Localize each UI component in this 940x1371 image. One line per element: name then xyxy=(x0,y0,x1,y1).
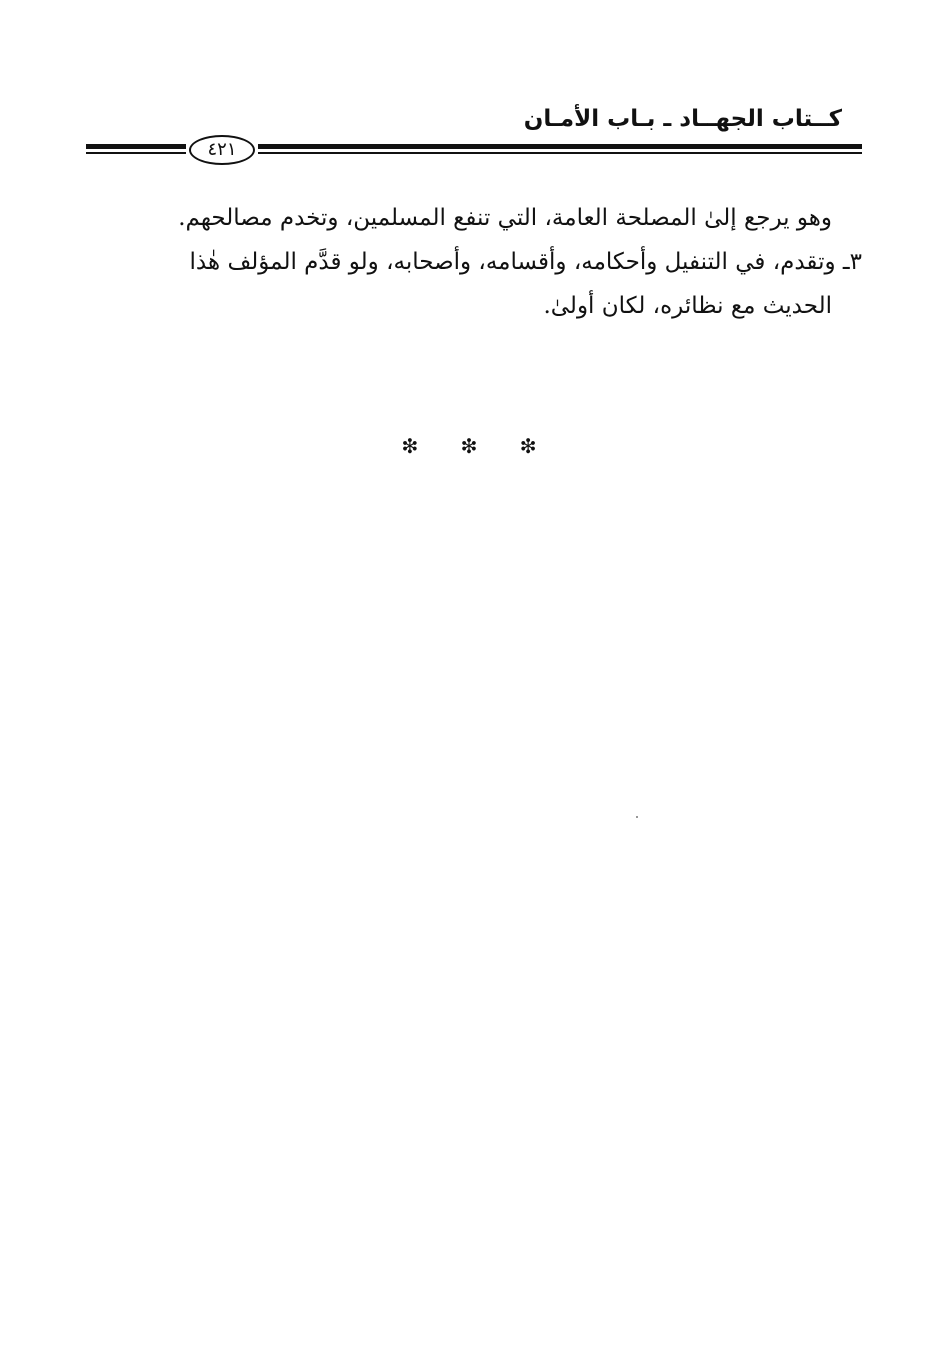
separator-asterisk-icon: ❇ xyxy=(401,434,421,458)
paragraph-3-second-line: الحديث مع نظائره، لكان أولىٰ. xyxy=(543,293,832,319)
numbered-paragraph-3 xyxy=(82,240,862,328)
paragraph-continuation: وهو يرجع إلىٰ المصلحة العامة، التي تنفع المسلمين، وتخدم مصالحهم. xyxy=(178,205,832,231)
section-separator xyxy=(0,434,940,458)
body-text xyxy=(82,196,862,328)
header-rule-left xyxy=(86,144,186,154)
paragraph-3-first-line: ٣ـ وتقدم، في التنفيل وأحكامه، وأقسامه، وأصحابه، ولو قدَّم المؤلف هٰذا xyxy=(189,249,862,275)
separator-asterisk-icon: ❇ xyxy=(519,434,539,458)
page-number: ٤٢١ xyxy=(189,135,255,165)
header-rule-right xyxy=(258,144,862,154)
running-title: كــتاب الجهــاد ـ بـاب الأمـان xyxy=(523,106,842,132)
page-header xyxy=(86,100,862,170)
scan-speck xyxy=(636,816,638,818)
separator-asterisk-icon: ❇ xyxy=(460,434,480,458)
